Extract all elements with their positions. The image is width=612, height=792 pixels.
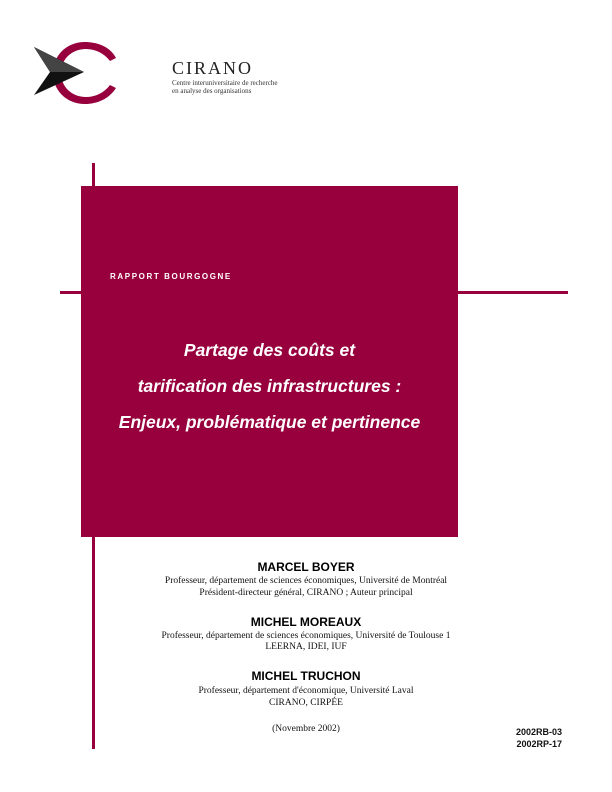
author-name-2: MICHEL MOREAUX [250,615,362,629]
author-2-affiliation-2: LEERNA, IDEI, IUF [265,642,347,652]
author-1-affiliation-2: Président-directeur général, CIRANO ; Auteur principal [199,588,413,598]
title-line-2: tarification des infrastructures : [137,376,402,396]
horizontal-rule [60,291,568,294]
vertical-rule [92,163,95,749]
report-code-1: 2002RB-03 [515,727,562,737]
series-label: RAPPORT BOURGOGNE [110,272,232,281]
author-2-affiliation-1: Professeur, département de sciences économiques, Université de Toulouse 1 [161,631,451,641]
org-subtitle-line-2: en analyse des organisations [172,87,252,95]
report-code-2: 2002RP-17 [516,739,562,749]
author-name-1: MARCEL BOYER [257,560,355,574]
org-name: CIRANO [172,58,254,78]
author-3-affiliation-2: CIRANO, CIRPÉE [269,698,343,708]
publication-date: (Novembre 2002) [272,724,340,734]
cirano-logo-icon [30,42,120,104]
author-1-affiliation-1: Professeur, département de sciences économiques, Université de Montréal [164,576,448,586]
author-3-affiliation-1: Professeur, département d'économique, Université Laval [198,686,414,696]
org-subtitle-line-1: Centre interuniversitaire de recherche [172,79,278,87]
title-line-3: Enjeux, problématique et pertinence [118,412,421,432]
author-name-3: MICHEL TRUCHON [251,669,361,683]
cover-panel [81,186,458,537]
title-line-1: Partage des coûts et [183,340,356,360]
